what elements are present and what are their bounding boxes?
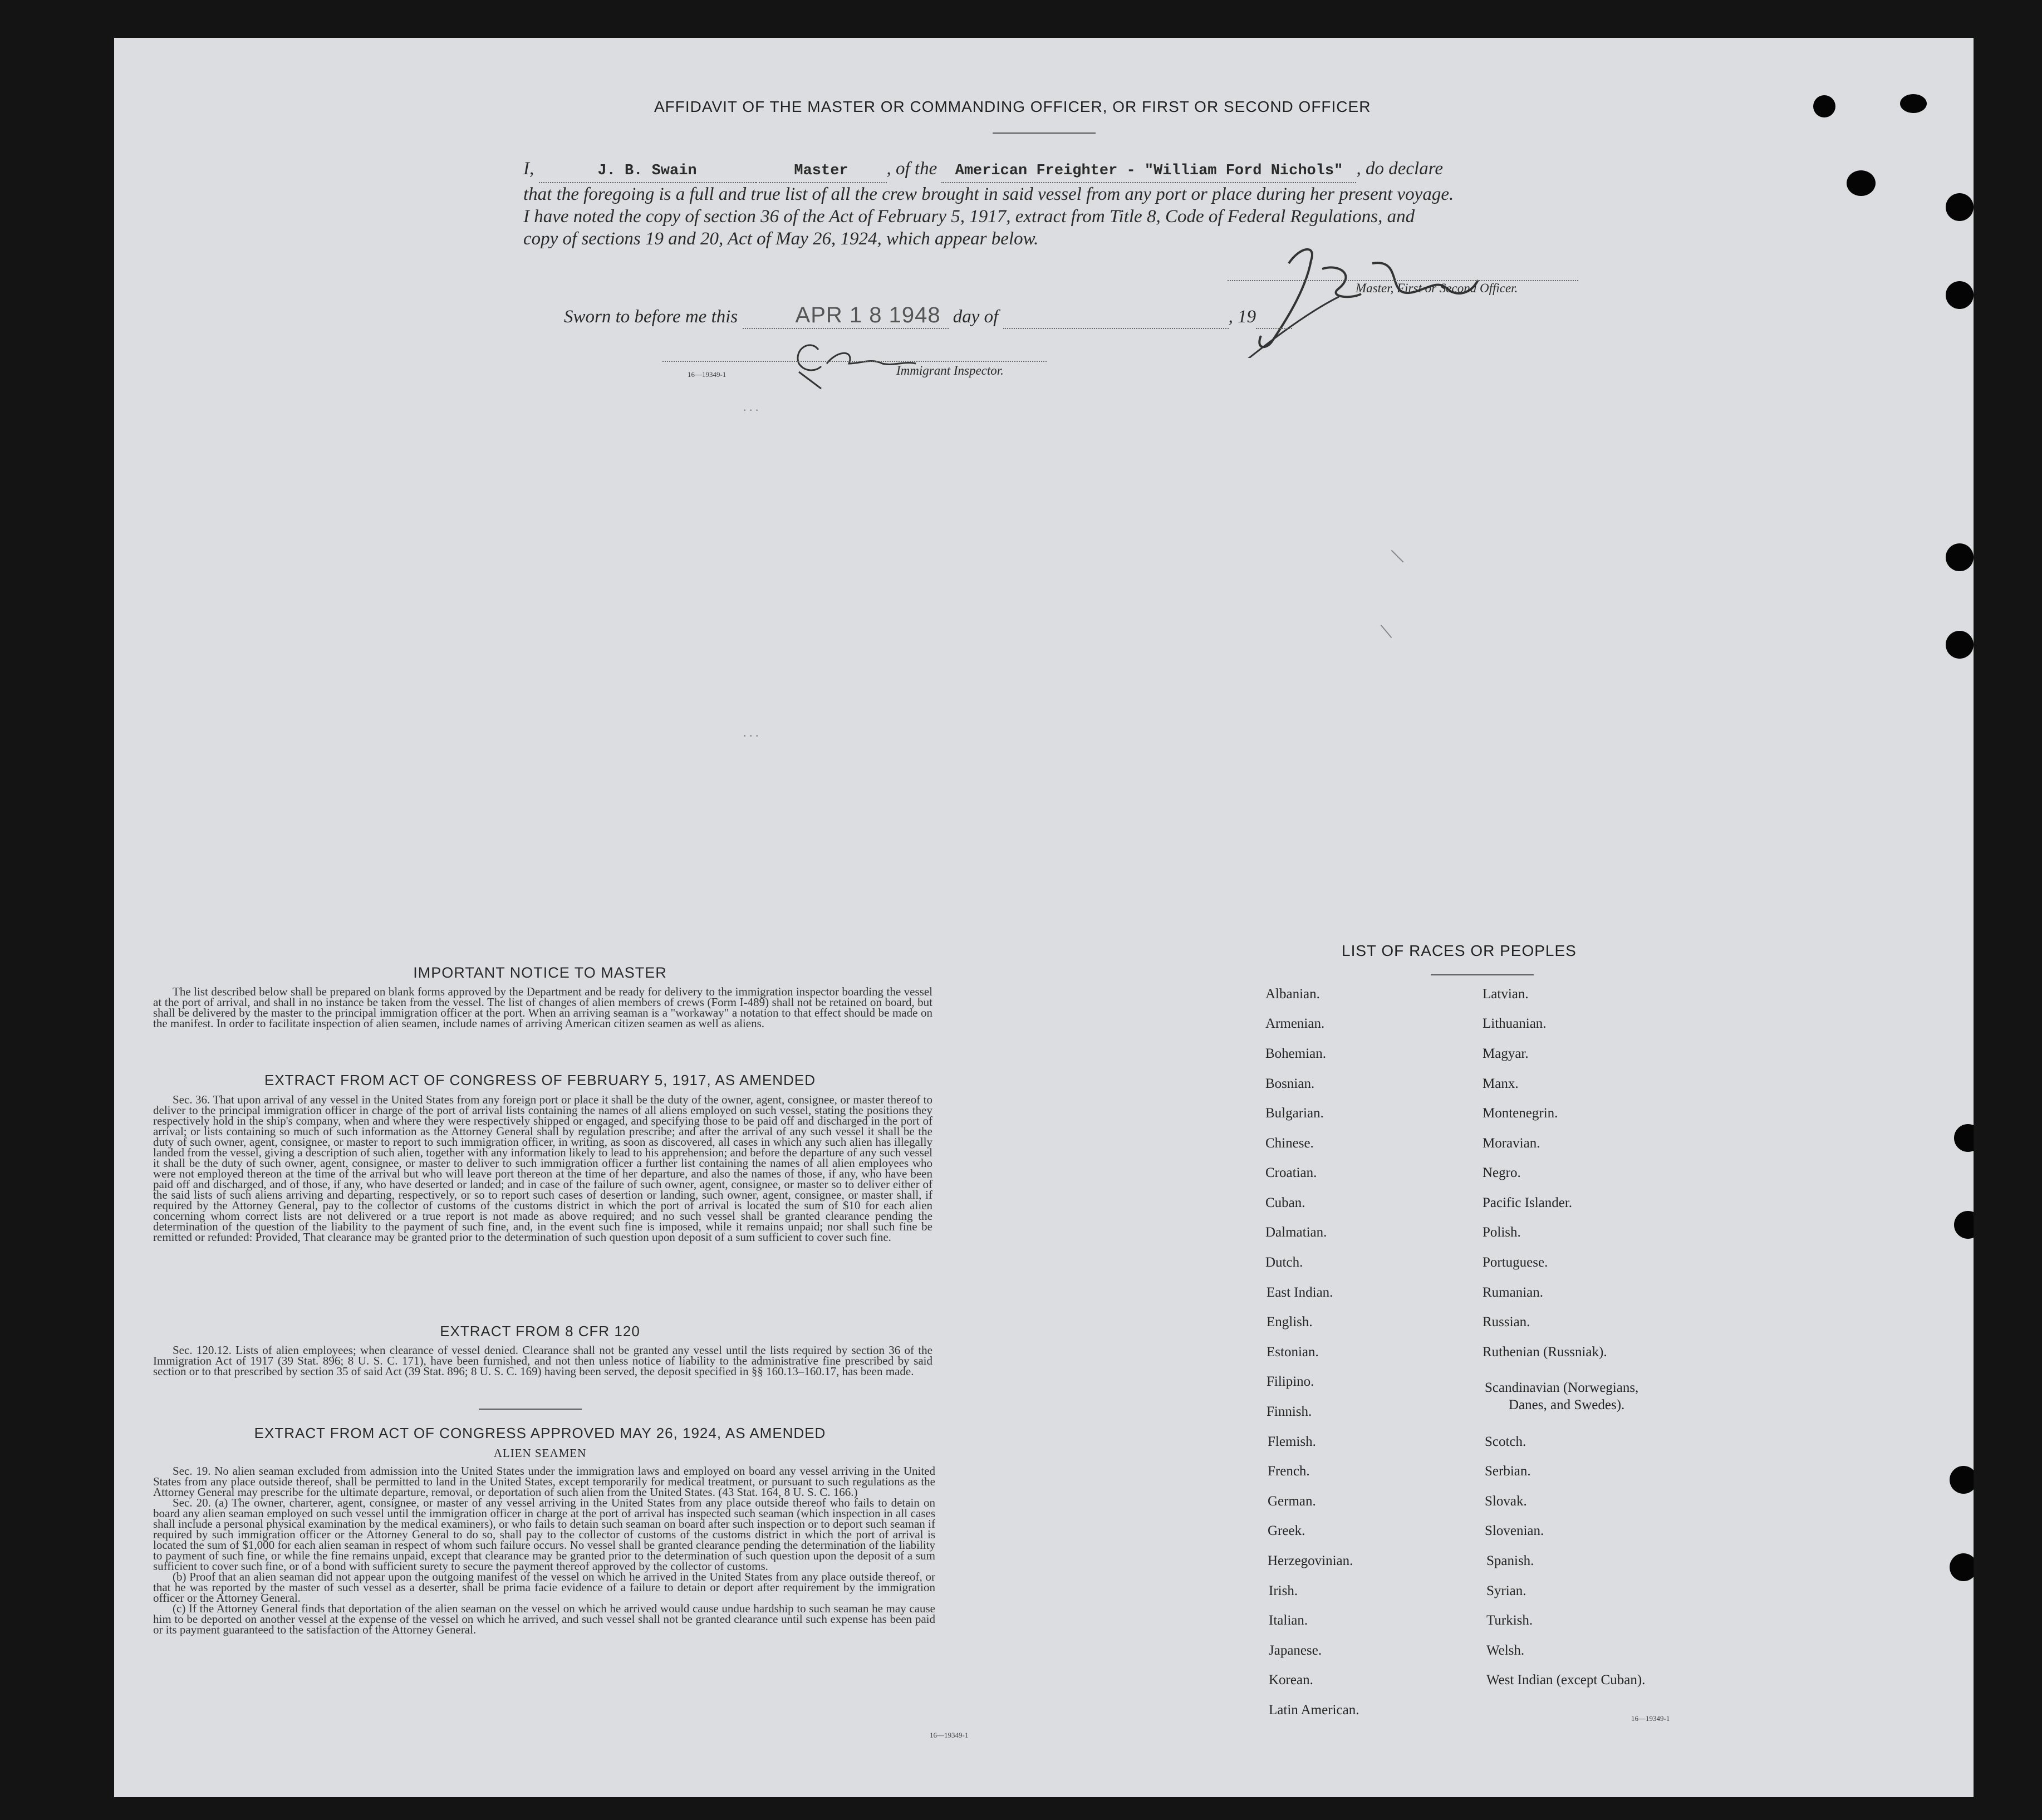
race-left: Dutch. — [1265, 1255, 1303, 1270]
form-number-top: 16—19349-1 — [688, 370, 727, 379]
alien-seamen-subtitle: ALIEN SEAMEN — [493, 1446, 587, 1460]
scan-mark — [1381, 625, 1392, 638]
punch-hole — [1946, 543, 1974, 571]
affidavit-title: AFFIDAVIT OF THE MASTER OR COMMANDING OFFICER, OR FIRST OR SECOND OFFICER — [654, 98, 1371, 115]
race-right: Serbian. — [1485, 1464, 1531, 1479]
races-divider — [1431, 974, 1534, 975]
day-of-label: day of — [953, 307, 999, 327]
race-right: Polish. — [1483, 1225, 1521, 1240]
race-right: Rumanian. — [1483, 1285, 1544, 1300]
race-left: Cuban. — [1265, 1195, 1305, 1210]
sec-20a-paragraph: Sec. 20. (a) The owner, charterer, agent, consignee, or master of any vessel arriving in the United States from any place outside thereof who fails to detain on board any alien seaman employed on such vessel until the immigration officer in charge at the port of arrival has inspected such seaman (which inspection in all cases shall include a personal physical examination by the medical examiners), or who fails to detain such seaman on board after such inspection or to deport such seaman if required by such immigration officer or the Attorney General to do so, shall pay to the collector of customs of the customs district in which the port of arrival is located the sum of $1,000 for each alien seaman in respect of whom such failure occurs. No vessel shall be granted clearance pending the determination of the liability to payment of such fine, or while the fine remains unpaid, except that clearance may be granted prior to the determination of such question upon the deposit of a sum sufficient to cover such fine, or of a bond with sufficient surety to secure the payment thereof approved by the collector of customs. — [153, 1496, 935, 1573]
race-right: Negro. — [1483, 1165, 1521, 1180]
title-divider — [993, 133, 1096, 134]
race-right: West Indian (except Cuban). — [1486, 1672, 1646, 1687]
race-right: Slovak. — [1485, 1494, 1527, 1509]
race-left: Finnish. — [1267, 1404, 1312, 1419]
extract-1917-body: Sec. 36. That upon arrival of any vessel in the United States from any foreign port or place it shall be the duty of the owner, agent, consignee, or master thereof to deliver to the principal immigration officer in charge of the port of arrival lists containing the names of all aliens employed on such vessel, stating the positions they respectively hold in the ship's company, when and where they were respectively shipped or engaged, and specifying those to be paid off and discharged in the port of arrival; or lists containing so much of such information as the Attorney General shall by regulation prescribe; and after the arrival of any such vessel it shall be the duty of such owner, agent, consignee, or master to report to such immigration officer, in writing, as soon as discovered, all cases in which any such alien has illegally landed from the vessel, giving a description of such alien, together with any information likely to lead to his apprehension; and before the departure of any such vessel it shall be the duty of such owner, agent, consignee, or master to deliver to such immigration officer a further list containing the names of all alien employees who were not employed thereon at the time of the arrival but who will leave port thereon at the time of her departure, and also the names of those, if any, who have been paid off and discharged, and of those, if any, who have deserted or landed; and in case of the failure of such owner, agent, consignee, or master so to deliver either of the said lists of such aliens arriving and departing, respectively, or so to report such cases of desertion or landing, such owner, agent, consignee, or master shall, if required by the Attorney General, pay to the collector of customs of the customs district in which the port of arrival is located the sum of $10 for each alien concerning whom correct lists are not delivered or a true report is not made as above required; and no such vessel shall be granted clearance pending the determination of the question of the liability to the payment of such fine, and, in the event such fine is imposed, while it remains unpaid; nor shall such fine be remitted or refunded: Provided, That clearance may be granted prior to the determination of such question upon deposit of a sum sufficient to cover such fine. — [153, 1093, 932, 1244]
inspector-caption: Immigrant Inspector. — [896, 364, 1004, 377]
punch-hole — [1954, 1124, 1974, 1152]
inspector-line — [662, 361, 1047, 362]
vessel-name-value: American Freighter - "William Ford Nichols" — [955, 163, 1343, 179]
race-right: Portuguese. — [1483, 1255, 1548, 1270]
document-page — [114, 38, 1974, 1797]
scan-mark — [1391, 550, 1404, 563]
do-declare-label: , do declare — [1356, 159, 1443, 179]
declaration-line-2: that the foregoing is a full and true list of all the crew brought in said vessel from any port or place during her present voyage. — [523, 184, 1454, 204]
year-prefix: , 19 — [1228, 307, 1256, 327]
race-right: Syrian. — [1486, 1583, 1526, 1598]
race-left: Japanese. — [1269, 1643, 1322, 1658]
extract-cfr-title: EXTRACT FROM 8 CFR 120 — [440, 1323, 640, 1340]
punch-hole — [1946, 631, 1974, 659]
date-stamp: APR 1 8 1948 — [795, 303, 941, 327]
punch-hole — [1950, 1466, 1974, 1494]
race-right: Spanish. — [1486, 1553, 1534, 1568]
race-left: Chinese. — [1265, 1136, 1314, 1151]
race-left: Estonian. — [1267, 1345, 1319, 1360]
cfr-divider — [479, 1409, 582, 1410]
signature-caption: Master, First or Second Officer. — [1356, 281, 1518, 295]
race-left: Greek. — [1268, 1523, 1305, 1538]
punch-hole — [1954, 1211, 1974, 1239]
race-left: Albanian. — [1265, 987, 1320, 1002]
race-right: Ruthenian (Russniak). — [1483, 1345, 1607, 1360]
punch-hole — [1950, 1553, 1974, 1581]
sec-19-paragraph: Sec. 19. No alien seaman excluded from admission into the United States under the immigration laws and employed on board any vessel arriving in the United States from any place outside thereof, shall be permitted to land in the United States, except temporarily for medical treatment, or pursuant to such regulations as the Attorney General may prescribe for the ultimate departure, removal, or deportation of such alien from the United States. (43 Stat. 164, 8 U. S. C. 166.) — [153, 1464, 935, 1499]
race-left: Herzegovinian. — [1268, 1553, 1353, 1568]
master-name-value: J. B. Swain — [597, 163, 697, 179]
scan-mark: . . . — [743, 725, 759, 739]
extract-1924-title: EXTRACT FROM ACT OF CONGRESS APPROVED MAY 26, 1924, AS AMENDED — [254, 1425, 826, 1441]
race-right: Turkish. — [1486, 1613, 1533, 1628]
race-right: Slovenian. — [1485, 1523, 1544, 1538]
race-left: Italian. — [1269, 1613, 1308, 1628]
ink-blot — [1813, 95, 1835, 117]
race-right: Magyar. — [1483, 1046, 1529, 1061]
form-number-left: 16—19349-1 — [930, 1731, 969, 1739]
race-right: Montenegrin. — [1483, 1106, 1558, 1121]
sec-20b-paragraph: (b) Proof that an alien seaman did not appear upon the outgoing manifest of the vessel on which he arrived in the United States from any place outside thereof, or that he was reported by the master of such vessel as a deserter, shall be prima facie evidence of a failure to detain or deport after requirement by the immigration officer or the Attorney General. — [153, 1570, 935, 1605]
punch-hole — [1946, 281, 1974, 309]
race-left: Korean. — [1269, 1672, 1313, 1687]
race-left: Bohemian. — [1265, 1046, 1327, 1061]
race-right: Latvian. — [1483, 987, 1529, 1002]
declaration-line-3: I have noted the copy of section 36 of the Act of February 5, 1917, extract from Title 8, Code of Federal Regulations, and — [523, 207, 1415, 227]
declaration-line-4: copy of sections 19 and 20, Act of May 26, 1924, which appear below. — [523, 229, 1039, 249]
ink-blot — [1847, 170, 1876, 196]
ink-blot — [1900, 94, 1927, 113]
races-title: LIST OF RACES OR PEOPLES — [1342, 942, 1577, 959]
notice-body: The list described below shall be prepared on blank forms approved by the Department and be ready for delivery to the immigration inspector boarding the vessel at the port of arrival, and shall in no instance be taken from the vessel. The list of changes of alien members of crews (Form I-489) shall not be retained on board, but shall be delivered by the master to the principal immigration officer at the port. When an arriving seaman is a "workaway" a notation to that effect should be made on the manifest. In order to facilitate inspection of alien seamen, include names of arriving American citizen seamen as well as aliens. — [153, 985, 932, 1030]
race-right: Pacific Islander. — [1483, 1195, 1573, 1210]
race-left: Armenian. — [1265, 1016, 1325, 1031]
scan-mark: . . . — [743, 400, 759, 414]
race-right: Moravian. — [1483, 1136, 1540, 1151]
race-left: Irish. — [1269, 1583, 1298, 1598]
race-right: Scandinavian (Norwegians, — [1485, 1380, 1639, 1395]
race-right: Russian. — [1483, 1314, 1530, 1330]
race-left: Flemish. — [1268, 1434, 1316, 1449]
race-right: Lithuanian. — [1483, 1016, 1547, 1031]
declaration-block — [523, 158, 1692, 250]
extract-cfr-body: Sec. 120.12. Lists of alien employees; when clearance of vessel denied. Clearance shall not be granted any vessel until the lists required by section 36 of the Immigration Act of 1917 (39 Stat. 896; 8 U. S. C. 171), have been furnished, and not then unless notice of liability to the administrative fine prescribed by said section or to that prescribed by section 35 of said Act (39 Stat. 896; 8 U. S. C. 169) having been served, the deposit specified in §§ 160.13–160.17, has been made. — [153, 1343, 932, 1378]
race-left: English. — [1267, 1314, 1313, 1330]
race-right: Scotch. — [1485, 1434, 1526, 1449]
race-left: Bulgarian. — [1265, 1106, 1324, 1121]
sec-20c-paragraph: (c) If the Attorney General finds that deportation of the alien seaman on the vessel on which he arrived would cause undue hardship to such seaman he may cause him to be deported on another vessel at the expense of the vessel on which he arrived, and such vessel shall not be granted clearance until such expense has been paid or its payment guaranteed to the satisfaction of the Attorney General. — [153, 1602, 935, 1636]
race-left: Croatian. — [1265, 1165, 1317, 1180]
extract-1917-title: EXTRACT FROM ACT OF CONGRESS OF FEBRUARY 5, 1917, AS AMENDED — [264, 1072, 816, 1088]
punch-hole — [1946, 193, 1974, 221]
notice-title: IMPORTANT NOTICE TO MASTER — [413, 964, 667, 981]
of-the-label: , of the — [886, 159, 937, 179]
race-right: Welsh. — [1486, 1643, 1525, 1658]
sworn-label: Sworn to before me this — [564, 307, 738, 327]
declaration-i-label: I, — [523, 159, 534, 179]
race-left: Latin American. — [1269, 1703, 1359, 1718]
form-number-right: 16—19349-1 — [1631, 1714, 1670, 1723]
race-left: Bosnian. — [1265, 1076, 1315, 1091]
race-left: East Indian. — [1267, 1285, 1333, 1300]
rank-value: Master — [794, 163, 848, 179]
extract-1924-body — [153, 1466, 935, 1635]
race-left: Dalmatian. — [1265, 1225, 1327, 1240]
race-left: Filipino. — [1267, 1374, 1314, 1389]
race-left: French. — [1268, 1464, 1310, 1479]
sworn-line — [564, 304, 1292, 329]
race-right: Manx. — [1483, 1076, 1519, 1091]
race-left: German. — [1268, 1494, 1316, 1509]
race-right: Danes, and Swedes). — [1509, 1397, 1625, 1412]
